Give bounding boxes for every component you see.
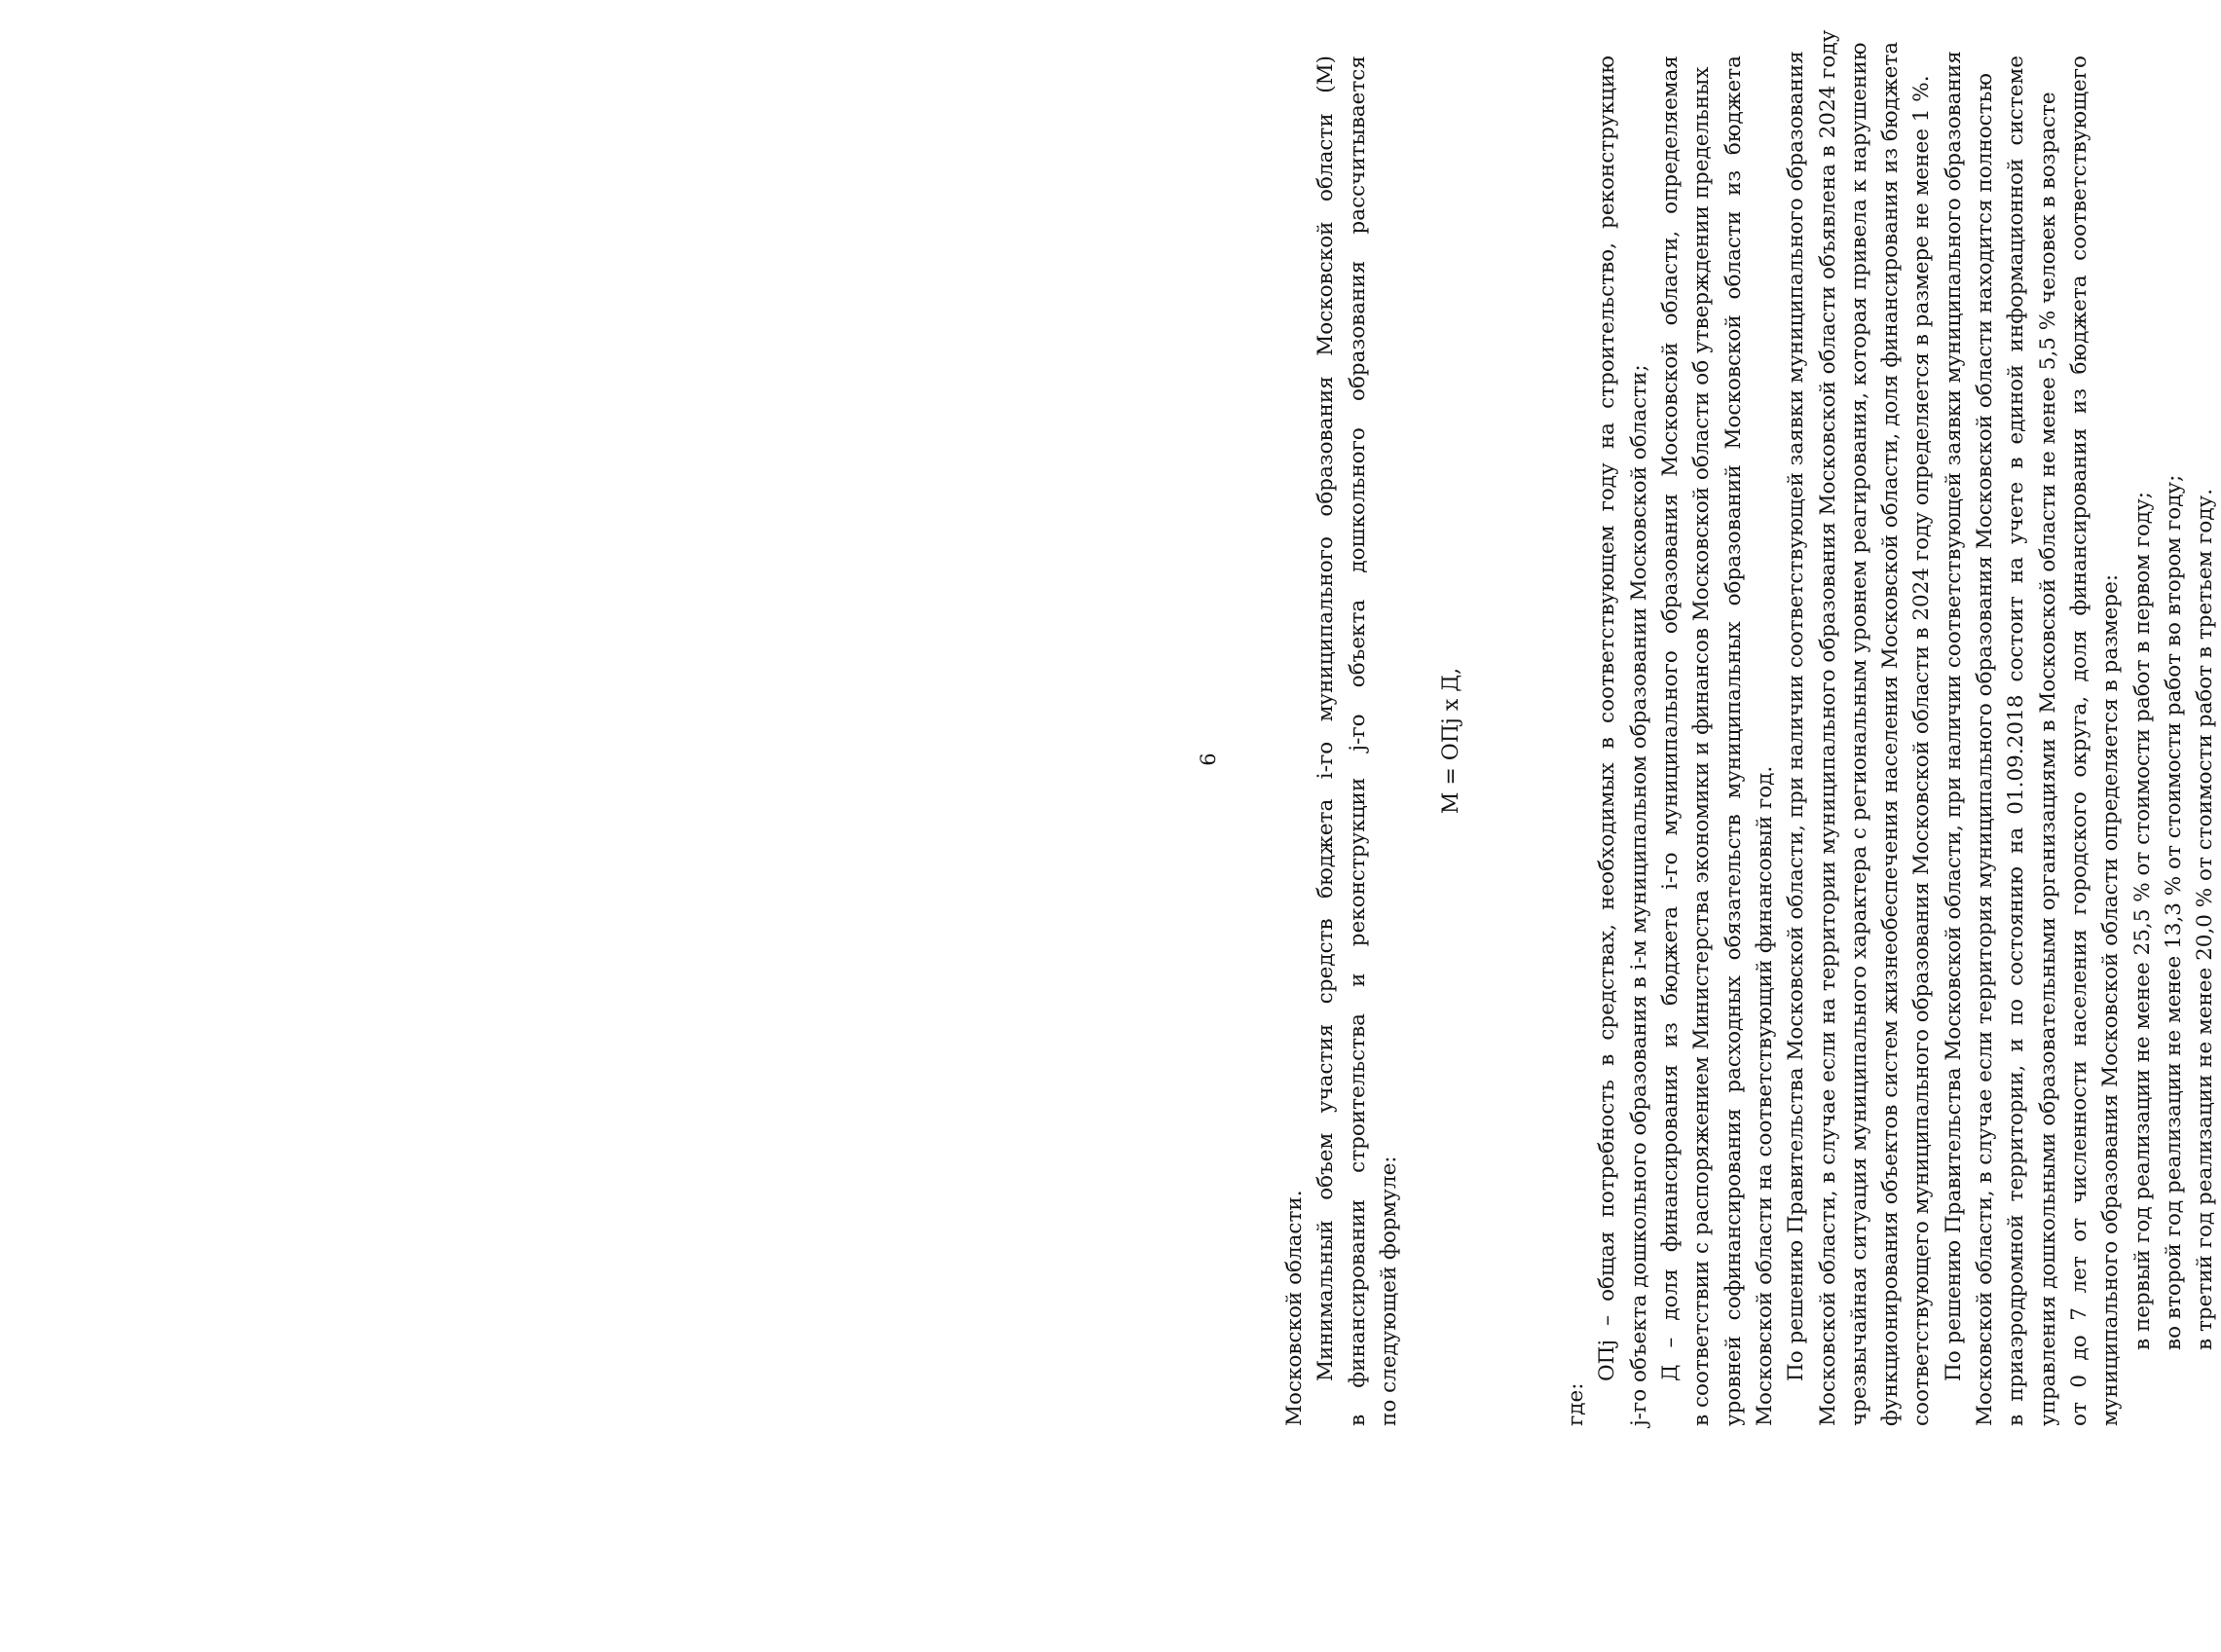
word: – (1658, 1337, 1684, 1348)
word: населения (2066, 929, 2091, 1047)
page-number: 6 (1197, 753, 1220, 766)
word: муниципальных (1721, 621, 1746, 799)
word: – (1595, 1315, 1620, 1326)
word: состоит (2004, 596, 2029, 682)
word: системе (2004, 55, 2029, 146)
list-item-3: в третий год реализации не менее 20,0 % от стоимости работ в третьем году. (2193, 488, 2218, 1350)
word: в (1595, 737, 1620, 750)
word: Д (1658, 1364, 1684, 1381)
word: j-го (1345, 714, 1370, 752)
word: от (2066, 1217, 2091, 1242)
word: лет (2066, 1256, 2091, 1294)
intro-line-1: Московской области. (1282, 1190, 1307, 1426)
word: области, (1658, 230, 1684, 326)
word: образования (1345, 260, 1370, 401)
word: Минимальный (1314, 1220, 1339, 1381)
word: объем (1314, 1132, 1339, 1200)
word: в (1345, 1413, 1370, 1426)
word: объекта (1345, 599, 1370, 688)
word: 01.09.2018 (2004, 694, 2029, 815)
word: учете (2004, 481, 2029, 544)
word: (М) (1314, 55, 1339, 93)
word: 7 (2066, 1307, 2091, 1321)
word: на (2004, 557, 2029, 584)
d-line-1 (1655, 55, 1686, 1426)
word: определяемая (1658, 55, 1684, 214)
word: состоянию (2004, 866, 2029, 986)
word: от (2066, 1402, 2091, 1426)
word: финансировании (1345, 1199, 1370, 1388)
word: потребность (1595, 1080, 1620, 1218)
para2-line-5 (2064, 55, 2095, 1426)
word: доля (1658, 1268, 1684, 1321)
where-label: где: (1564, 1382, 1589, 1426)
word: i-го (1314, 741, 1339, 780)
word: строительство, (1595, 242, 1620, 409)
word: и (1345, 973, 1370, 987)
d-line-4: Московской области на соответствующий финансовый год. (1752, 765, 1777, 1426)
word: доля (2066, 630, 2091, 682)
intro-line-2 (1311, 55, 1342, 1426)
word: Московской (1658, 342, 1684, 477)
word: области (1721, 210, 1746, 300)
para2-line-1: По решению Правительства Московской области, при наличии соответствующей заявки муниципального образования (1941, 51, 1966, 1381)
word: общая (1595, 1230, 1620, 1302)
word: бюджета (1658, 905, 1684, 1007)
word: образования (1658, 493, 1684, 635)
word: из (2066, 388, 2091, 415)
word: до (2066, 1335, 2091, 1361)
word: и (2004, 1038, 2029, 1052)
para1-line-2: Московской области, в случае если на территории муниципального образования Московской области объявлена в 2024 году (1815, 29, 1840, 1426)
word: бюджета (1314, 798, 1339, 899)
word: соответствующем (1595, 525, 1620, 723)
word: из (1721, 169, 1746, 197)
word: на (2004, 826, 2029, 854)
word: соответствующего (2066, 55, 2091, 261)
intro-line-4: по следующей формуле: (1376, 1156, 1401, 1426)
d-line-2: в соответствии с распоряжением Министерства экономики и финансов Московской области об утверждении предельных (1689, 66, 1715, 1426)
word: приаэродромной (2004, 1214, 2029, 1402)
para1-line-3: чрезвычайная ситуация муниципального характера с региональным уровнем реагирования, которая привела к нарушению (1846, 42, 1871, 1426)
word: реконструкцию (1595, 55, 1620, 229)
word: численности (2066, 1060, 2091, 1204)
word: в (2004, 457, 2029, 469)
word: финансирования (2066, 427, 2091, 616)
word: в (1595, 1053, 1620, 1066)
text-lines (1279, 29, 2221, 1426)
word: дошкольного (1345, 427, 1370, 573)
rotated-landscape-content (1013, 0, 2218, 1519)
word: на (1595, 422, 1620, 450)
word: расходных (1721, 975, 1746, 1093)
para2-line-6: муниципального образования Московской области определяется в размере: (2098, 573, 2124, 1426)
word: информационной (2004, 158, 2029, 352)
word: территории, (2004, 1064, 2029, 1202)
opj-line-2: j-го объекта дошкольного образования в i-м муниципальном образовании Московской области; (1626, 364, 1651, 1426)
word: i-го (1658, 852, 1684, 890)
word: строительства (1345, 1013, 1370, 1173)
word: образования (1314, 376, 1339, 517)
word: бюджета (2066, 275, 2091, 375)
para2-line-2: Московской области, в случае если территория муниципального образования Московской области находится полностью (1973, 73, 1998, 1426)
word: средств (1314, 918, 1339, 1005)
d-line-3 (1719, 55, 1750, 1426)
word: ОПj (1595, 1339, 1620, 1381)
word: Московской (1721, 314, 1746, 450)
word: бюджета (1721, 55, 1746, 156)
spacer (1499, 55, 1561, 1426)
formula: М = ОПj х Д, (1439, 667, 1464, 815)
word: единой (2004, 364, 2029, 445)
word: реконструкции (1345, 777, 1370, 947)
para1-line-1: По решению Правительства Московской области, при наличии соответствующей заявки муниципального образования (1784, 51, 1809, 1381)
word: из (1658, 1022, 1684, 1048)
word: образований (1721, 464, 1746, 606)
word: по (2004, 998, 2029, 1026)
word: в (2004, 1413, 2029, 1426)
intro-line-3 (1343, 55, 1374, 1426)
para2-line-4: управления дошкольными образовательными организациями в Московской области не менее 5,5 % человек в возрасте (2035, 92, 2060, 1426)
document-body (1013, 0, 2218, 1519)
word: необходимых (1595, 762, 1620, 910)
para2-line-3 (2001, 55, 2032, 1426)
word: 0 (2066, 1374, 2091, 1388)
word: области (1314, 113, 1339, 202)
word: обязательств (1721, 814, 1746, 961)
para1-line-5: соответствующего муниципального образования Московской области в 2024 году определяется в размере не менее 1 %. (1909, 75, 1935, 1426)
word: году (1595, 462, 1620, 512)
word: муниципального (1314, 536, 1339, 722)
word: Московской (1314, 221, 1339, 356)
word: муниципального (1658, 650, 1684, 836)
word: софинансирования (1721, 1108, 1746, 1321)
list-item-1: в первый год реализации не менее 25,5 % от стоимости работ в первом году; (2129, 491, 2155, 1350)
word: участия (1314, 1023, 1339, 1114)
list-item-2: во второй год реализации не менее 13,3 % от стоимости работ во втором году; (2161, 474, 2186, 1350)
word: финансирования (1658, 1064, 1684, 1253)
word: средствах, (1595, 924, 1620, 1041)
word: уровней (1721, 1336, 1746, 1426)
word: округа, (2066, 695, 2091, 778)
opj-line-1 (1592, 55, 1623, 1426)
word: рассчитывается (1345, 55, 1370, 235)
para1-line-4: функционирования объектов систем жизнеобеспечения населения Московской области, доля финансирования из бюджета (1878, 41, 1904, 1426)
word: городского (2066, 791, 2091, 915)
